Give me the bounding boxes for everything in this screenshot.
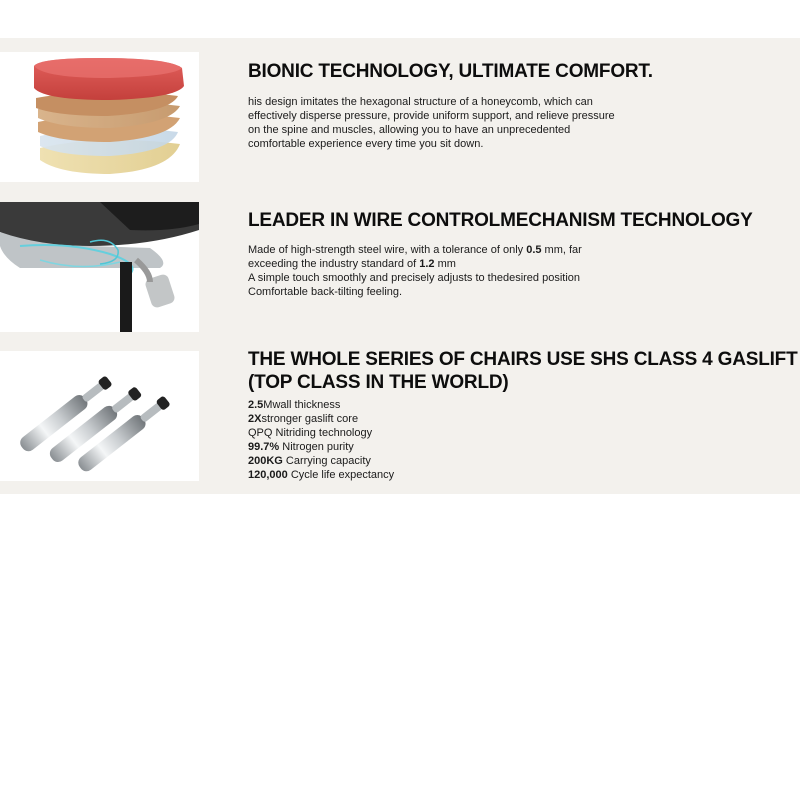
spec-item: 200KG Carrying capacity bbox=[248, 455, 371, 467]
spec-item: 2.5Mwall thickness bbox=[248, 399, 341, 411]
body-line: his design imitates the hexagonal structure of a honeycomb, which can bbox=[248, 96, 593, 108]
section-body bbox=[248, 243, 800, 299]
gaslift-cylinders-image bbox=[0, 351, 199, 481]
body-line: on the spine and muscles, allowing you to have an unprecedented bbox=[248, 124, 571, 136]
section-heading bbox=[248, 348, 800, 394]
section-wire-control bbox=[248, 209, 800, 299]
spec-item: 99.7% Nitrogen purity bbox=[248, 441, 354, 453]
section-heading: BIONIC TECHNOLOGY, ULTIMATE COMFORT. bbox=[248, 61, 653, 82]
body-line: Comfortable back-tilting feeling. bbox=[248, 286, 403, 298]
spec-item: 120,000 Cycle life expectancy bbox=[248, 469, 395, 481]
wire-control-mechanism-image bbox=[0, 202, 199, 332]
heading-line: (TOP CLASS IN THE WORLD) bbox=[248, 372, 509, 393]
heading-line: THE WHOLE SERIES OF CHAIRS USE SHS CLASS 4 GASLIFT bbox=[248, 349, 798, 370]
spec-list bbox=[248, 398, 800, 482]
body-line: effectively disperse pressure, provide uniform support, and relieve pressure bbox=[248, 110, 615, 122]
body-line: A simple touch smoothly and precisely adjusts to thedesired position bbox=[248, 272, 581, 284]
spec-item: 2Xstronger gaslift core bbox=[248, 413, 359, 425]
body-line: comfortable experience every time you sit down. bbox=[248, 138, 484, 150]
body-line: Made of high-strength steel wire, with a tolerance of only 0.5 mm, far bbox=[248, 244, 582, 256]
section-body bbox=[248, 95, 800, 151]
seat-cushion-layers-image bbox=[0, 52, 199, 182]
spec-item: QPQ Nitriding technology bbox=[248, 427, 373, 439]
section-bionic bbox=[248, 60, 800, 151]
body-line: exceeding the industry standard of 1.2 mm bbox=[248, 258, 456, 270]
section-heading: LEADER IN WIRE CONTROLMECHANISM TECHNOLOGY bbox=[248, 210, 753, 231]
section-gaslift bbox=[248, 348, 800, 482]
